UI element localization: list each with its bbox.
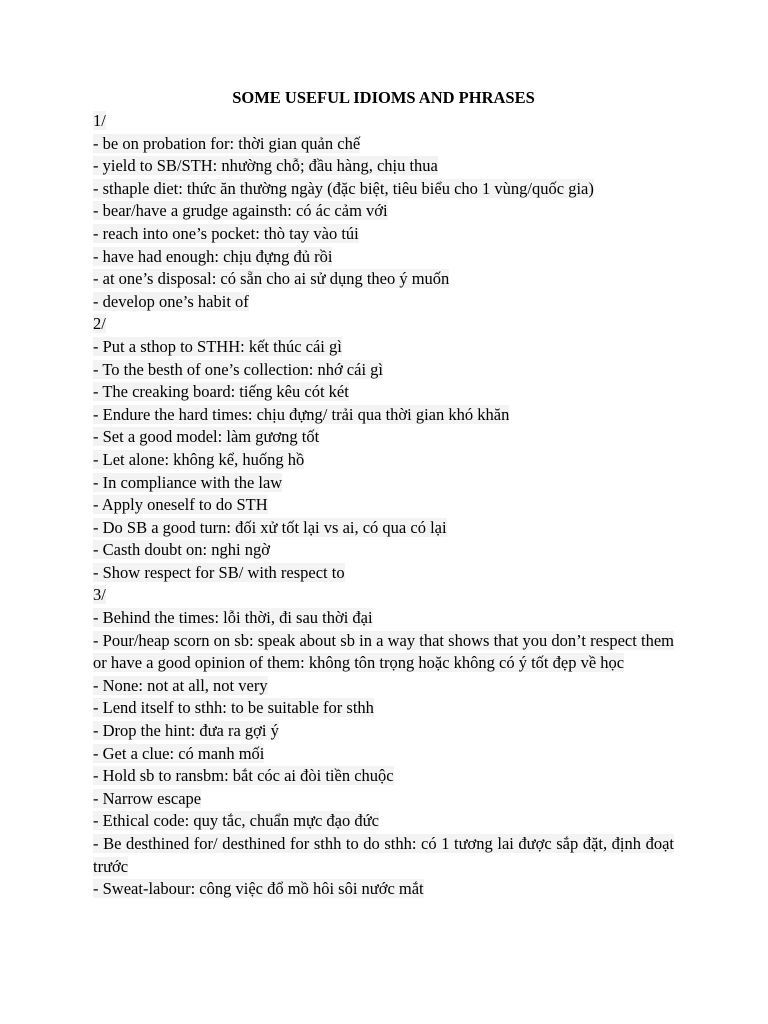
idiom-item: - In compliance with the law [93, 472, 283, 492]
idiom-item: - reach into one’s pocket: thò tay vào túi [93, 223, 359, 243]
idiom-item: - Sweat-labour: công việc đổ mồ hôi sôi nước mắt [93, 879, 424, 899]
idiom-item-multiline: - Pour/heap scorn on sb: speak about sb in a way that shows that you don’t respect them or have a good opinion of them: không tôn trọng hoặc không có ý tốt đẹp về học [93, 630, 674, 673]
document-page [93, 86, 674, 901]
idiom-item: - Narrow escape [93, 788, 202, 808]
idiom-item: - Casth doubt on: nghi ngờ [93, 540, 270, 560]
idiom-item: - Hold sb to ransbm: bắt cóc ai đòi tiền chuộc [93, 766, 394, 786]
idiom-item: - yield to SB/STH: nhường chỗ; đầu hàng, chịu thua [93, 156, 438, 176]
idiom-item: - Do SB a good turn: đối xử tốt lại vs ai, có qua có lại [93, 517, 447, 537]
idiom-item: - bear/have a grudge againsth: có ác cảm với [93, 201, 388, 221]
idiom-item: - develop one’s habit of [93, 291, 249, 311]
idiom-item: - Lend itself to sthh: to be suitable for sthh [93, 698, 374, 718]
idiom-item: - at one’s disposal: có sẵn cho ai sử dụng theo ý muốn [93, 269, 450, 289]
idiom-item: - To the besth of one’s collection: nhớ cái gì [93, 359, 383, 379]
idiom-item: - sthaple diet: thức ăn thường ngày (đặc biệt, tiêu biểu cho 1 vùng/quốc gia) [93, 178, 594, 198]
idiom-item: - Behind the times: lỗi thời, đi sau thời đại [93, 608, 373, 628]
idiom-item: - be on probation for: thời gian quản chế [93, 133, 361, 153]
idiom-item: - Put a sthop to STHH: kết thúc cái gì [93, 336, 342, 356]
idiom-item: - Get a clue: có manh mối [93, 743, 265, 763]
section-3-heading: 3/ [93, 585, 106, 605]
section-2-heading: 2/ [93, 314, 106, 334]
idiom-item: - The creaking board: tiếng kêu cót két [93, 382, 349, 402]
idiom-item-multiline: - Be desthined for/ desthined for sthh to do sthh: có 1 tương lai được sắp đặt, định đoạt trước [93, 834, 674, 876]
idiom-item: - Let alone: không kể, huống hồ [93, 449, 305, 469]
section-1-heading: 1/ [93, 111, 106, 130]
idiom-item: - Apply oneself to do STH [93, 495, 268, 515]
idiom-item: - Show respect for SB/ with respect to [93, 562, 345, 582]
idiom-item: - Drop the hint: đưa ra gợi ý [93, 721, 279, 741]
idiom-item: - Endure the hard times: chịu đựng/ trải qua thời gian khó khăn [93, 404, 510, 424]
idiom-item: - Set a good model: làm gương tốt [93, 427, 320, 447]
idiom-item: - Ethical code: quy tắc, chuẩn mực đạo đức [93, 811, 379, 831]
idiom-item: - have had enough: chịu đựng đủ rồi [93, 246, 333, 266]
document-title: SOME USEFUL IDIOMS AND PHRASES [232, 88, 535, 107]
idiom-item: - None: not at all, not very [93, 675, 268, 695]
